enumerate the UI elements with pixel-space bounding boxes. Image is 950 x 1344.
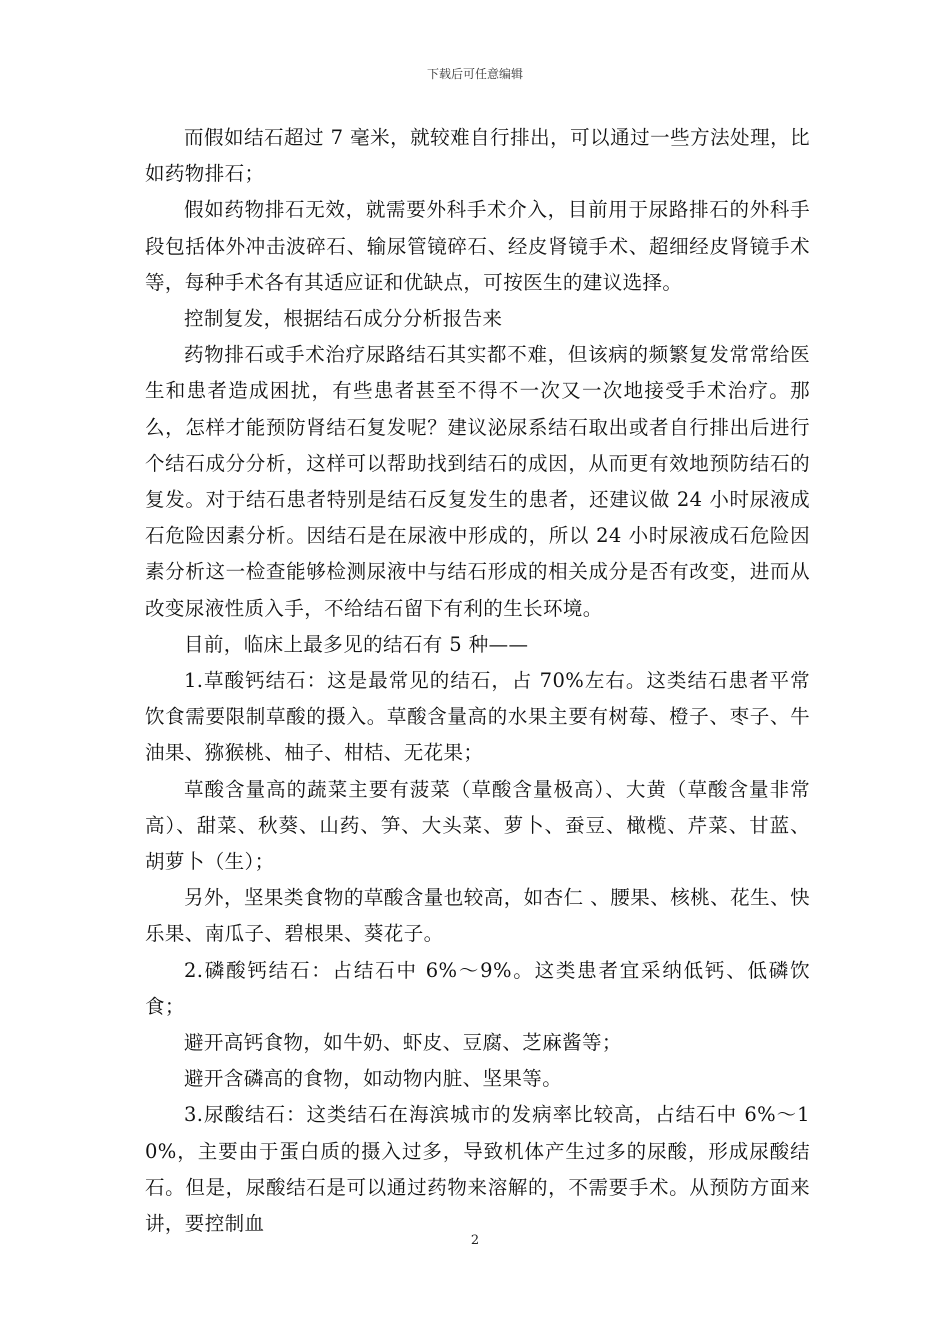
paragraph-8: 另外，坚果类食物的草酸含量也较高，如杏仁 、腰果、核桃、花生、快乐果、南瓜子、碧根果、葵花子。 [145, 886, 810, 946]
paragraph-6: 1.草酸钙结石：这是最常见的结石，占 70%左右。这类结石患者平常饮食需要限制草酸的摄入。草酸含量高的水果主要有树莓、橙子、枣子、牛油果、猕猴桃、柚子、柑桔、无花果； [145, 669, 810, 765]
paragraph-10: 避开高钙食物，如牛奶、虾皮、豆腐、芝麻酱等； [184, 1031, 622, 1055]
paragraph-7: 草酸含量高的蔬菜主要有菠菜（草酸含量极高）、大黄（草酸含量非常高）、甜菜、秋葵、山药、笋、大头菜、萝卜、蚕豆、橄榄、芹菜、甘蓝、胡萝卜（生）； [145, 777, 810, 874]
paragraph-9: 2.磷酸钙结石：占结石中 6%～9%。这类患者宜采纳低钙、低磷饮食； [145, 958, 810, 1018]
paragraph-4: 药物排石或手术治疗尿路结石其实都不难，但该病的频繁复发常常给医生和患者造成困扰，有些患者甚至不得不一次又一次地接受手术治疗。那么，怎样才能预防肾结石复发呢？建议泌尿系结石取出或者自行排出后进行个结石成分分析，这样可以帮助找到结石的成因，从而更有效地预防结石的复发。对于结石患者特别是结石反复发生的患者，还建议做 24 小时尿液成石危险因素分析。因结石是在尿液中形成的，所以 24 小时尿液成石危险因素分析这一检查能够检测尿液中与结石形成的相关成分是否有改变，进而从改变尿液性质入手，不给结石留下有利的生长环境。 [145, 343, 810, 620]
document-body [145, 120, 810, 1242]
paragraph-12: 3.尿酸结石：这类结石在海滨城市的发病率比较高，占结石中 6%～10%，主要由于蛋白质的摄入过多，导致机体产生过多的尿酸，形成尿酸结石。但是，尿酸结石是可以通过药物来溶解的，不需要手术。从预防方面来讲，要控制血 [145, 1103, 810, 1236]
paragraph-1: 而假如结石超过 7 毫米，就较难自行排出，可以通过一些方法处理，比如药物排石； [145, 126, 810, 186]
paragraph-3: 控制复发，根据结石成分分析报告来 [184, 307, 503, 331]
paragraph-11: 避开含磷高的食物，如动物内脏、坚果等。 [184, 1067, 563, 1091]
paragraph-5: 目前，临床上最多见的结石有 5 种—— [184, 632, 529, 656]
page-number: 2 [470, 1233, 480, 1248]
page-header: 下载后可任意编辑 [426, 67, 523, 81]
paragraph-2: 假如药物排石无效，就需要外科手术介入，目前用于尿路排石的外科手段包括体外冲击波碎石、输尿管镜碎石、经皮肾镜手术、超细经皮肾镜手术等，每种手术各有其适应证和优缺点，可按医生的建议选择。 [145, 198, 810, 294]
